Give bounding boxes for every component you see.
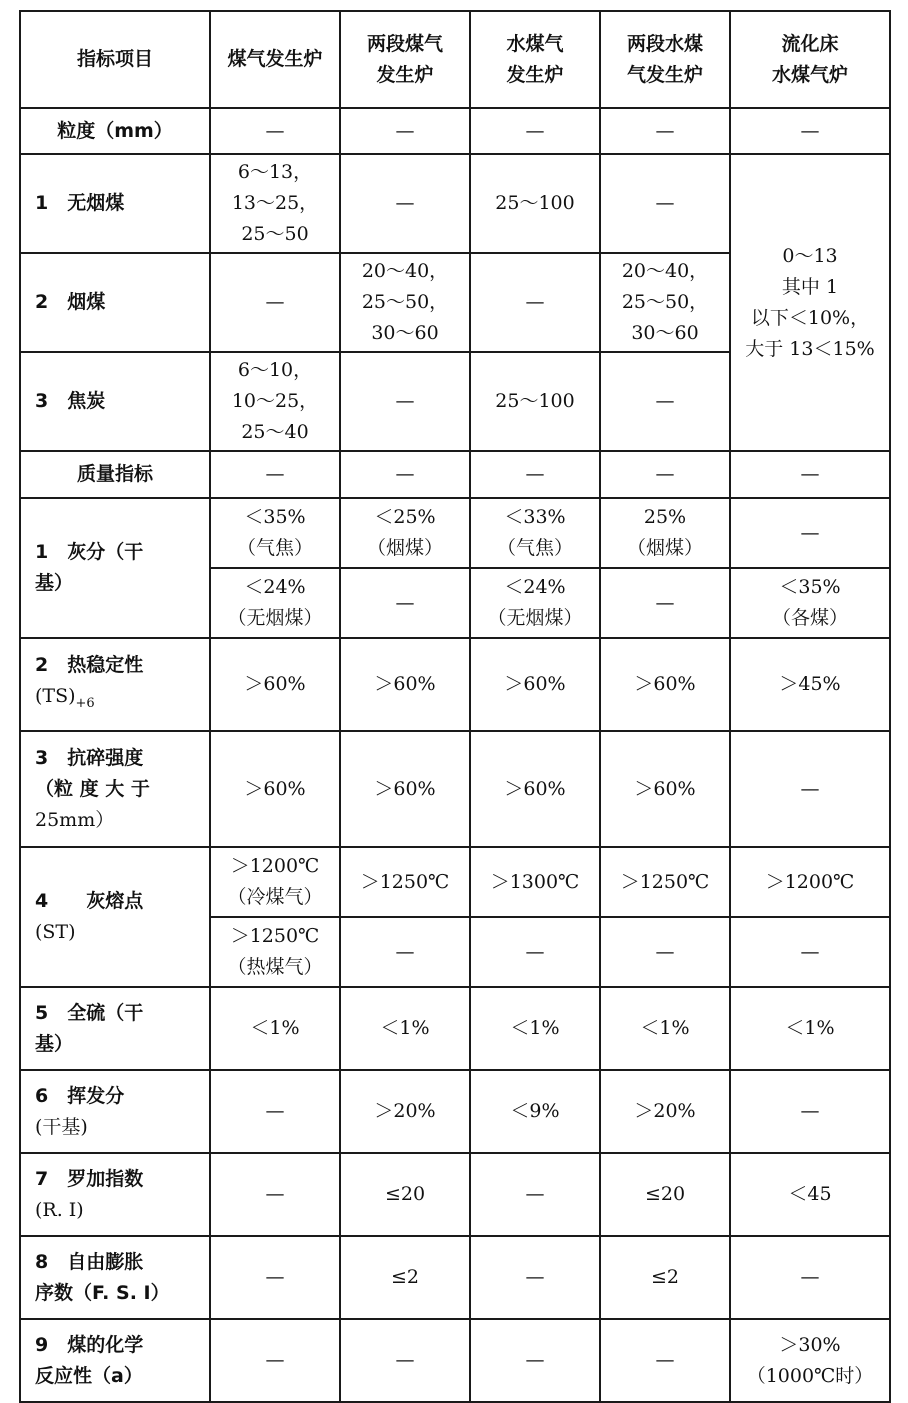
cell-dash: —: [470, 917, 600, 987]
cell-value: ＜24% （无烟煤）: [210, 568, 340, 638]
row-label: 粒度（mm）: [20, 108, 210, 154]
cell-value: ＞1250℃ （热煤气）: [210, 917, 340, 987]
row-ash-fusion-a: [20, 847, 890, 917]
cell-value: ＞1250℃: [600, 847, 730, 917]
cell-value: ＜24% （无烟煤）: [470, 568, 600, 638]
cell-dash: —: [340, 154, 470, 253]
row-label: 1 无烟煤: [20, 154, 210, 253]
cell-dash: —: [340, 1319, 470, 1402]
row-label: 质量指标: [20, 451, 210, 498]
cell-value: 25～100: [470, 154, 600, 253]
cell-dash: —: [210, 1236, 340, 1319]
cell-dash: —: [600, 568, 730, 638]
cell-dash: —: [470, 108, 600, 154]
row-label: 7 罗加指数 (R. I): [20, 1153, 210, 1236]
row-label: 8 自由膨胀 序数（F. S. I）: [20, 1236, 210, 1319]
cell-value: 20～40， 25～50， 30～60: [600, 253, 730, 352]
cell-dash: —: [600, 108, 730, 154]
cell-dash: —: [470, 451, 600, 498]
cell-dash: —: [730, 498, 890, 568]
header-two-stage-water-gas-producer: 两段水煤 气发生炉: [600, 11, 730, 108]
cell-dash: —: [340, 568, 470, 638]
cell-value: ＜35% （气焦）: [210, 498, 340, 568]
row-granularity: [20, 108, 890, 154]
cell-value: ＞60%: [470, 638, 600, 731]
row-label: 4 灰熔点 (ST): [20, 847, 210, 987]
cell-value: ＜1%: [210, 987, 340, 1070]
cell-dash: —: [730, 1070, 890, 1153]
cell-dash: —: [470, 1319, 600, 1402]
cell-value: ≤20: [340, 1153, 470, 1236]
header-gas-producer: 煤气发生炉: [210, 11, 340, 108]
cell-fluidized-size: 0～13 其中 1 以下＜10%， 大于 13＜15%: [730, 154, 890, 451]
row-label: 2 烟煤: [20, 253, 210, 352]
cell-dash: —: [340, 917, 470, 987]
row-volatile: [20, 1070, 890, 1153]
cell-value: 25～100: [470, 352, 600, 451]
row-roga-index: [20, 1153, 890, 1236]
coal-spec-table: [19, 10, 891, 1403]
cell-value: ＜25% （烟煤）: [340, 498, 470, 568]
cell-value: ＞60%: [210, 638, 340, 731]
cell-dash: —: [600, 1319, 730, 1402]
header-two-stage-gas-producer: 两段煤气 发生炉: [340, 11, 470, 108]
header-water-gas-producer: 水煤气 发生炉: [470, 11, 600, 108]
cell-dash: —: [730, 731, 890, 847]
row-label: 9 煤的化学 反应性（a）: [20, 1319, 210, 1402]
cell-value: 6～13， 13～25， 25～50: [210, 154, 340, 253]
cell-dash: —: [600, 917, 730, 987]
cell-value: ＜9%: [470, 1070, 600, 1153]
row-thermal-stability: [20, 638, 890, 731]
cell-value: ＜45: [730, 1153, 890, 1236]
cell-value: ＞60%: [470, 731, 600, 847]
cell-dash: —: [210, 1070, 340, 1153]
header-item: 指标项目: [20, 11, 210, 108]
row-quality: [20, 451, 890, 498]
row-label: 2 热稳定性 $(TS)_{+6}$: [20, 638, 210, 731]
cell-dash: —: [470, 1153, 600, 1236]
cell-value: 25% （烟煤）: [600, 498, 730, 568]
cell-dash: —: [210, 253, 340, 352]
cell-dash: —: [470, 1236, 600, 1319]
cell-value: ＜33% （气焦）: [470, 498, 600, 568]
row-label: 6 挥发分 (干基): [20, 1070, 210, 1153]
cell-dash: —: [730, 1236, 890, 1319]
row-total-sulfur: [20, 987, 890, 1070]
cell-value: ＞60%: [210, 731, 340, 847]
cell-dash: —: [340, 451, 470, 498]
row-label: 1 灰分（干 基）: [20, 498, 210, 638]
header-fluidized-bed-water-gas: 流化床 水煤气炉: [730, 11, 890, 108]
row-chemical-reactivity: [20, 1319, 890, 1402]
row-label: 3 抗碎强度 （粒 度 大 于 25mm）: [20, 731, 210, 847]
cell-dash: —: [730, 108, 890, 154]
cell-value: ＞20%: [340, 1070, 470, 1153]
row-label: 5 全硫（干 基）: [20, 987, 210, 1070]
cell-value: ＜1%: [730, 987, 890, 1070]
cell-dash: —: [340, 108, 470, 154]
cell-dash: —: [730, 917, 890, 987]
cell-dash: —: [730, 451, 890, 498]
cell-dash: —: [210, 1319, 340, 1402]
cell-dash: —: [210, 1153, 340, 1236]
cell-dash: —: [600, 451, 730, 498]
cell-value: ＞1200℃ （冷煤气）: [210, 847, 340, 917]
cell-value: ＞60%: [340, 638, 470, 731]
row-free-swelling-index: [20, 1236, 890, 1319]
cell-value: ＜1%: [470, 987, 600, 1070]
cell-dash: —: [600, 154, 730, 253]
cell-value: ＞60%: [600, 638, 730, 731]
header-row: [20, 11, 890, 108]
cell-value: ＞30% （1000℃时）: [730, 1319, 890, 1402]
cell-value: ≤20: [600, 1153, 730, 1236]
cell-value: ＞60%: [600, 731, 730, 847]
cell-value: 20～40， 25～50， 30～60: [340, 253, 470, 352]
row-anthracite: [20, 154, 890, 253]
cell-value: ≤2: [340, 1236, 470, 1319]
cell-value: ＞45%: [730, 638, 890, 731]
cell-value: ＞20%: [600, 1070, 730, 1153]
cell-dash: —: [470, 253, 600, 352]
cell-value: ＜1%: [340, 987, 470, 1070]
cell-value: ＞1300℃: [470, 847, 600, 917]
cell-value: ＜35% （各煤）: [730, 568, 890, 638]
cell-value: ≤2: [600, 1236, 730, 1319]
row-ash-a: [20, 498, 890, 568]
cell-dash: —: [210, 108, 340, 154]
row-crush-strength: [20, 731, 890, 847]
cell-dash: —: [340, 352, 470, 451]
cell-value: ＞1250℃: [340, 847, 470, 917]
cell-value: ＞1200℃: [730, 847, 890, 917]
cell-dash: —: [210, 451, 340, 498]
cell-dash: —: [600, 352, 730, 451]
row-label: 3 焦炭: [20, 352, 210, 451]
cell-value: ＜1%: [600, 987, 730, 1070]
cell-value: ＞60%: [340, 731, 470, 847]
cell-value: 6～10， 10～25， 25～40: [210, 352, 340, 451]
